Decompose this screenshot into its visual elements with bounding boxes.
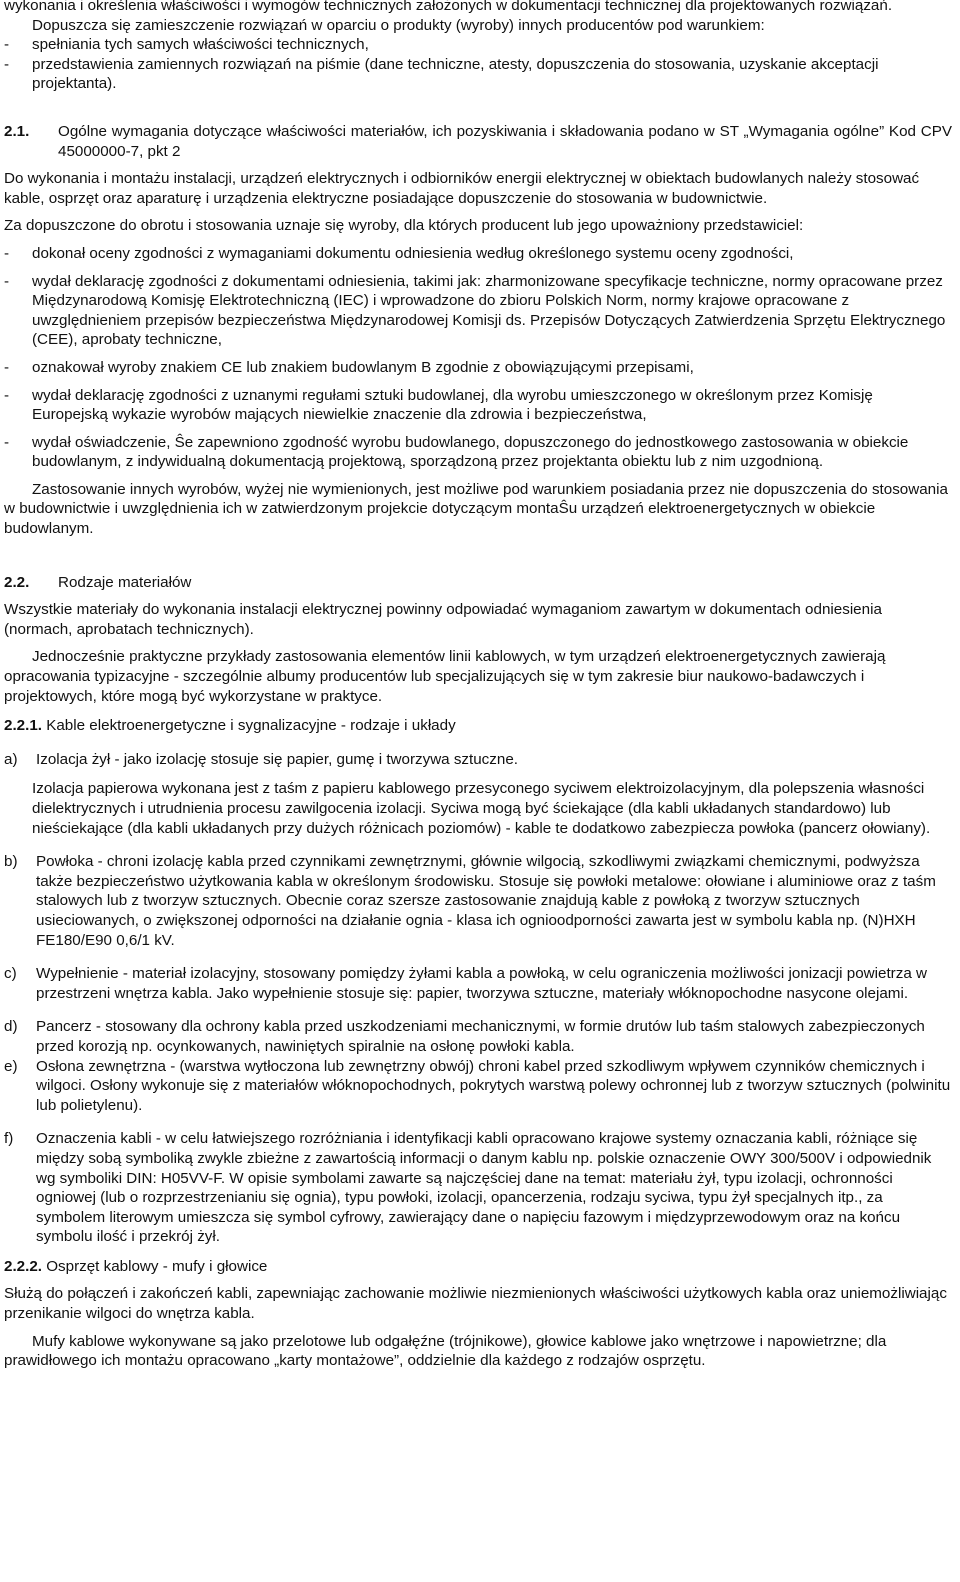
- paragraph-insulation: Izolacja papierowa wykonana jest z taśm z papieru kablowego przesyconego syciwem elektroizolacyjnym, dla polepszenia własności dielektrycznych i utrudnienia procesu zawilgocenia izolacji. Syciwa mogą być ściekające (dla kabli układanych standardowo) lub nieściekające (dla kabli układanych przy dużych różnicach poziomów) - kable te dodatkowo zabezpiecza powłoka (pancerz ołowiany).: [32, 780, 931, 837]
- dash-marker: -: [4, 358, 10, 376]
- dash-marker: -: [4, 36, 10, 54]
- list-item: - przedstawienia zamiennych rozwiązań na piśmie (dane techniczne, atesty, dopuszczenia do stosowania, uzyskanie akceptacji projektanta).: [4, 55, 879, 93]
- dash-marker: -: [4, 55, 10, 73]
- dash-marker: -: [4, 386, 10, 404]
- dash-marker: -: [4, 244, 10, 262]
- paragraph-substitution: Dopuszcza się zamieszczenie rozwiązań w oparciu o produkty (wyroby) innych producentów pod warunkiem:: [32, 16, 765, 34]
- list-item: - spełniania tych samych właściwości technicznych,: [4, 36, 369, 54]
- dash-marker: -: [4, 433, 10, 451]
- list-item: - oznakował wyroby znakiem CE lub znakiem budowlanym B zgodnie z obowiązującymi przepisami,: [4, 358, 694, 376]
- paragraph: Do wykonania i montażu instalacji, urządzeń elektrycznych i odbiorników energii elektrycznej w obiektach budowlanych należy stosować kable, osprzęt oraz aparaturę i urządzenia elektryczne posiadające dopuszczenie do stosowania w budownictwie.: [4, 170, 920, 207]
- paragraph: Wszystkie materiały do wykonania instalacji elektrycznej powinny odpowiadać wymaganiom zawartym w dokumentach odniesienia (normach, aprobatach technicznych).: [4, 601, 882, 638]
- list-item: - wydał oświadczenie, Ŝe zapewniono zgodność wyrobu budowlanego, dopuszczonego do jednostkowego zastosowania w obiekcie budowlanym, z indywidualną dokumentacją projektową, sporządzoną przez projektanta obiektu lub z nim uzgodnioną.: [4, 433, 909, 471]
- section-2-2-1-heading: [4, 716, 952, 736]
- section-2-2-heading: [4, 573, 952, 593]
- section-number: 2.2.1.: [4, 717, 42, 735]
- paragraph: Za dopuszczone do obrotu i stosowania uznaje się wyroby, dla których producent lub jego upoważniony przedstawiciel:: [4, 217, 804, 235]
- list-item-a: a) Izolacja żył - jako izolację stosuje się papier, gumę i tworzywa sztuczne.: [4, 750, 518, 768]
- section-number: 2.2.: [4, 573, 30, 591]
- paragraph: Zastosowanie innych wyrobów, wyżej nie wymienionych, jest możliwe pod warunkiem posiadania przez nie dopuszczenia do stosowania w budownictwie i uwzględnienia ich w zatwierdzonym projekcie dotyczącym montaŜu urządzeń elektroenergetycznych w obiekcie budowlanym.: [4, 480, 948, 538]
- section-number: 2.2.2.: [4, 1257, 42, 1275]
- paragraph: Jednocześnie praktyczne przykłady zastosowania elementów linii kablowych, w tym urządzeń elektroenergetycznych zawierają opracowania typizacyjne - szczególnie albumy producentów lub specjalizujących się w tym zakresie biur naukowo-badawczych i projektowych, które mogą być wykorzystane w praktyce.: [4, 648, 886, 705]
- list-item: - dokonał oceny zgodności z wymaganiami dokumentu odniesienia według określonego systemu oceny zgodności,: [4, 244, 794, 262]
- list-item-c: c) Wypełnienie - materiał izolacyjny, stosowany pomiędzy żyłami kabla a powłoką, w celu ograniczenia możliwości jonizacji powietrza w przestrzeni wnętrza kabla. Jako wypełnienie stosuje się: papier, tworzywa sztuczne, materiały włóknopochodne nasycone olejami.: [4, 965, 927, 1002]
- list-item: - wydał deklarację zgodności z dokumentami odniesienia, takimi jak: zharmonizowane specyfikacje techniczne, normy opracowane przez Międzynarodową Komisję Elektrotechniczną (IEC) i wprowadzone do zbioru Polskich Norm, normy krajowe opracowane z uwzględnieniem przepisów bezpieczeństwa Międzynarodowej Komisji ds. Przepisów Dotyczących Zatwierdzenia Sprzętu Elektrycznego (CEE), aprobaty techniczne,: [4, 272, 946, 349]
- list-item-d: d) Pancerz - stosowany dla ochrony kabla przed uszkodzeniami mechanicznymi, w formie drutów lub taśm stalowych zabezpieczonych przed korozją np. ocynkowanych, nawiniętych spiralnie na osłonę powłoki kabla.: [4, 1018, 925, 1055]
- list-item-f: f) Oznaczenia kabli - w celu łatwiejszego rozróżniania i identyfikacji kabli opracowano krajowe systemy oznaczania kabli, różniące się między sobą symboliką zwykle zbieżne z zawartością informacji o danym kablu np. polskie oznaczenie OWY 300/500V i odpowiednik wg symboliki DIN: H05VV-F. W opisie symbolami zawarte są najczęściej dane na temat: materiału żył, typu izolacji, ochronności ogniowej (lub o rozprzestrzenianiu się ognia), typu powłoki, izolacji, opancerzenia, rodzaju syciwa, typu żył specjalnych itp., za symbolem literowym umieszcza się symbol cyfrowy, zawierający dane o napięciu fazowym i międzyprzewodowym oraz na końcu symbolu ilość i przekrój żył.: [4, 1130, 932, 1246]
- section-title: Osprzęt kablowy - mufy i głowice: [46, 1257, 268, 1275]
- paragraph: Mufy kablowe wykonywane są jako przelotowe lub odgałęźne (trójnikowe), głowice kablowe jako wnętrzowe i napowietrzne; dla prawidłowego ich montażu opracowano „karty montażowe”, oddzielnie dla każdego z rodzajów osprzętu.: [4, 1332, 887, 1370]
- section-title: Ogólne wymagania dotyczące właściwości materiałów, ich pozyskiwania i składowania podano w ST „Wymagania ogólne” Kod CPV 45000000-7, pkt 2: [58, 122, 952, 160]
- paragraph: Służą do połączeń i zakończeń kabli, zapewniając zachowanie możliwie niezmienionych właściwości użytkowych kabla oraz uniemożliwiając przenikanie wilgoci do wnętrza kabla.: [4, 1285, 947, 1323]
- list-item: - wydał deklarację zgodności z uznanymi regułami sztuki budowlanej, dla wyrobu umieszczonego w określonym przez Komisję Europejską wykazie wyrobów mających niewielkie znaczenie dla zdrowia i bezpieczeństwa,: [4, 386, 873, 424]
- section-title: Rodzaje materiałów: [58, 573, 192, 591]
- section-title: Kable elektroenergetyczne i sygnalizacyjne - rodzaje i układy: [46, 717, 456, 735]
- section-number: 2.1.: [4, 122, 30, 140]
- paragraph-continued: wykonania i określenia właściwości i wymogów technicznych założonych w dokumentacji technicznej dla projektowanych rozwiązań.: [4, 0, 893, 14]
- list-item-e: e) Osłona zewnętrzna - (warstwa wytłoczona lub zewnętrzny obwój) chroni kabel przed szkodliwym wpływem czynników chemicznych i wilgoci. Osłony wykonuje się z materiałów włóknopochodnych, pokrytych warstwą polewy ochronnej lub z tworzyw sztucznych (polwinitu lub polietylenu).: [4, 1057, 951, 1114]
- section-2-1-heading: [4, 122, 952, 161]
- dash-marker: -: [4, 272, 10, 290]
- section-2-2-2-heading: [4, 1257, 952, 1277]
- document-page: [4, 0, 952, 1371]
- list-item-b: b) Powłoka - chroni izolację kabla przed czynnikami zewnętrznymi, głównie wilgocią, szkodliwymi związkami chemicznymi, podwyższa także bezpieczeństwo użytkowania kabla w określonym środowisku. Stosuje się powłoki metalowe: ołowiane i aluminiowe oraz z taśm stalowych lub z tworzyw sztucznych. Obecnie coraz szersze zastosowanie znajdują kable z powłoką z tworzyw sztucznych usieciowanych, o zwiększonej odporności na działanie ognia - klasa ich ognioodporności zawarta jest w symbolu kabla np. (N)HXH FE180/E90 0,6/1 kV.: [4, 853, 936, 949]
